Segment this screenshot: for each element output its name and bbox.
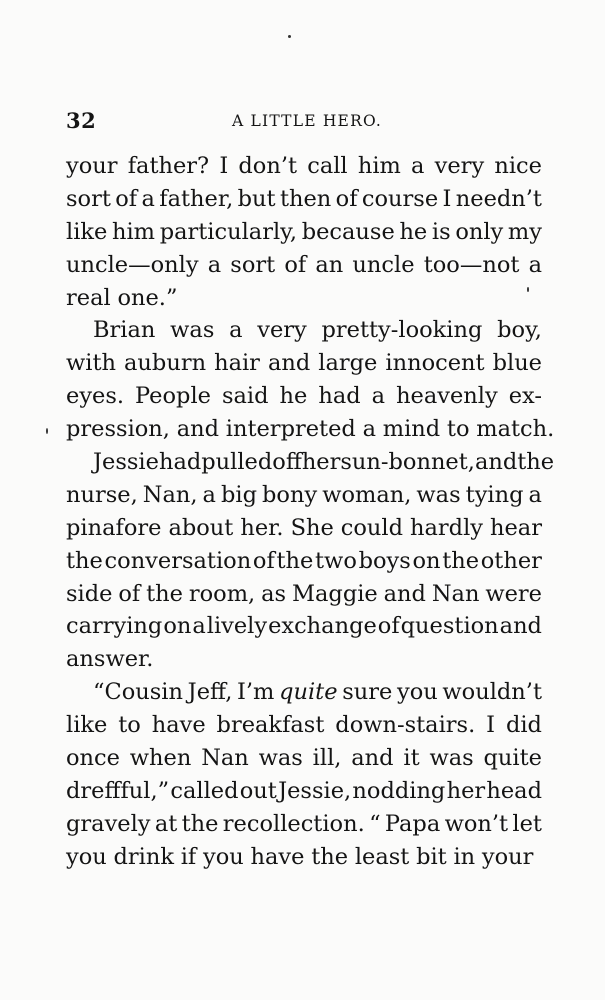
ink-speck bbox=[288, 35, 291, 38]
text-line: carrying on a lively exchange of question and bbox=[66, 613, 542, 640]
text-line: once when Nan was ill, and it was quite bbox=[66, 745, 542, 772]
text-line: answer. bbox=[66, 646, 154, 673]
text-line: you drink if you have the least bit in your bbox=[66, 843, 534, 870]
body-text bbox=[66, 150, 555, 874]
paragraph bbox=[66, 150, 542, 314]
paragraph bbox=[66, 446, 555, 676]
text-line: dreffful,” called out Jessie, nodding her head bbox=[66, 777, 542, 804]
text-line: eyes. People said he had a heavenly ex- bbox=[66, 383, 542, 410]
running-head bbox=[66, 108, 542, 136]
ink-speck bbox=[46, 428, 48, 434]
text-line: uncle—only a sort of an uncle too—not a bbox=[66, 251, 542, 278]
text-line: your father? I don’t call him a very nice bbox=[66, 153, 542, 179]
text-line: sort of a father, but then of course I needn’t bbox=[66, 185, 542, 212]
text-line: with auburn hair and large innocent blue bbox=[66, 350, 542, 377]
text-line: side of the room, as Maggie and Nan were bbox=[66, 580, 542, 607]
text-line: like him particularly, because he is only my bbox=[66, 218, 542, 245]
page-number: 32 bbox=[66, 108, 97, 133]
text-line: Brian was a very pretty-looking boy, bbox=[93, 317, 542, 344]
paragraph bbox=[66, 314, 555, 446]
text-line: real one.” bbox=[66, 284, 178, 311]
running-title: A LITTLE HERO. bbox=[232, 112, 383, 130]
paragraph bbox=[66, 676, 542, 873]
text-line: “Cousin Jeff, I’m quite sure you wouldn’t bbox=[93, 679, 542, 706]
text-line: the conversation of the two boys on the other bbox=[66, 547, 542, 574]
text-line: pinafore about her. She could hardly hear bbox=[66, 514, 542, 541]
text-line: gravely at the recollection. “ Papa won’t let bbox=[66, 810, 542, 837]
text-line: like to have breakfast down-stairs. I did bbox=[66, 712, 542, 739]
text-line: pression, and interpreted a mind to match. bbox=[66, 416, 555, 443]
text-line: Jessie had pulled off her sun-bonnet, and the bbox=[93, 449, 555, 476]
text-line: nurse, Nan, a big bony woman, was tying a bbox=[66, 481, 542, 508]
